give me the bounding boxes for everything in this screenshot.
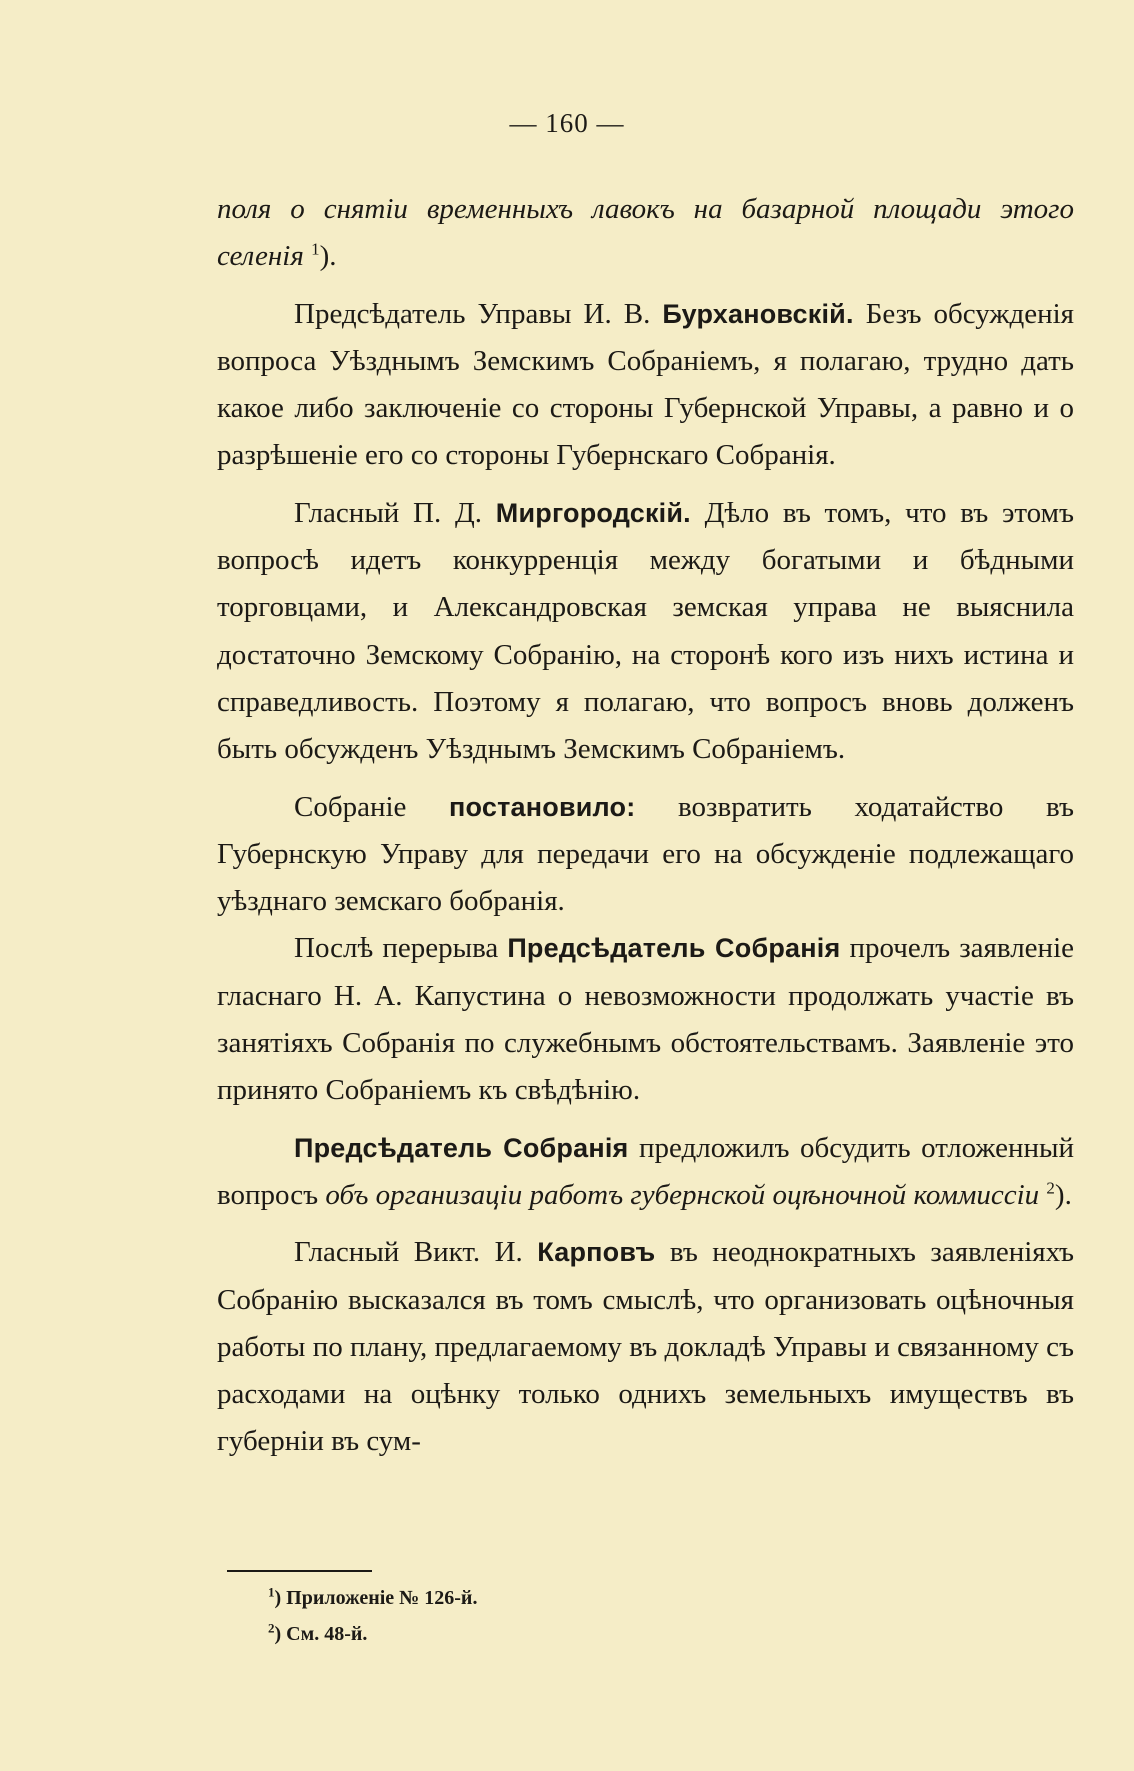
- paragraph-4-lead: Собраніе: [294, 790, 450, 823]
- page-number: — 160 —: [509, 108, 625, 138]
- speaker-title: Предсѣдатель Управы И. В.: [294, 297, 663, 330]
- paragraph-3: [217, 490, 1074, 774]
- footnote-2: [268, 1616, 477, 1652]
- footnote-ref-2: 2: [1046, 1178, 1055, 1198]
- speaker-name: Карповъ: [537, 1237, 656, 1268]
- decision-word: постановило:: [449, 791, 636, 822]
- paragraph-6-text: предложилъ обсудить отложенный вопросъ: [217, 1131, 1074, 1211]
- paragraph-4-text: возвратить ходатайство въ Губернскую Управу для передачи его на обсужденіе подлежащаго уѣзднаго земскаго бобранія.: [217, 790, 1075, 918]
- paragraph-1-tail: ).: [319, 240, 337, 273]
- italic-topic: объ организаціи работъ губернской оцѣночной коммиссіи: [325, 1178, 1040, 1211]
- paragraph-1: [217, 186, 1074, 281]
- paragraph-6-tail: ).: [1054, 1178, 1072, 1211]
- paragraph-2: [217, 291, 1074, 480]
- italic-topic: поля о снятіи временныхъ лавокъ на базарной площади этого селенія: [217, 193, 1074, 273]
- paragraph-3-text: Дѣло въ томъ, что въ этомъ вопросѣ идетъ конкурренція между богатыми и бѣдными торговцами, и Александровская земская управа не выяснила достаточно Земскому Собранію, на сторонѣ кого изъ нихъ истина и справедливость. Поэтому я полагаю, что вопросъ вновь долженъ быть обсужденъ Уѣзднымъ Земскимъ Собраніемъ.: [217, 496, 1074, 766]
- footnote-divider: [227, 1570, 372, 1572]
- paragraph-5: [217, 925, 1074, 1114]
- footnote-mark: 2: [268, 1620, 275, 1636]
- speaker-title: Гласный Викт. И.: [294, 1236, 538, 1269]
- footnote-1: [268, 1580, 477, 1616]
- paragraph-5-lead: Послѣ перерыва: [294, 932, 508, 965]
- paragraph-4: [217, 784, 1074, 926]
- footnote-mark: 1: [268, 1584, 275, 1600]
- paragraph-2-text: Безъ обсужденія вопроса Уѣзднымъ Земскимъ Собраніемъ, я полагаю, трудно дать какое либо заключеніе со стороны Губернской Управы, а равно и о разрѣшеніе его со стороны Губернскаго Собранія.: [217, 297, 1074, 472]
- speaker-name: Предсѣдатель Собранія: [294, 1132, 629, 1163]
- speaker-name: Предсѣдатель Собранія: [507, 933, 841, 964]
- footnotes: [268, 1580, 477, 1652]
- paragraph-5-text: прочелъ заявленіе гласнаго Н. А. Капустина о невозможности продолжать участіе въ занятіяхъ Собранія по служебнымъ обстоятельствамъ. Заявленіе это принято Собраніемъ къ свѣдѣнію.: [217, 932, 1074, 1107]
- speaker-name: Миргородскій.: [495, 497, 691, 528]
- body-text: [217, 186, 1074, 1466]
- footnote-text: ) См. 48-й.: [274, 1623, 368, 1645]
- speaker-title: Гласный П. Д.: [294, 496, 496, 529]
- paragraph-6: [217, 1125, 1074, 1220]
- footnote-ref-1: 1: [311, 239, 320, 259]
- paragraph-7: [217, 1229, 1074, 1465]
- footnote-text: ) Приложеніе № 126-й.: [274, 1587, 478, 1609]
- speaker-name: Бурхановскій.: [662, 298, 854, 329]
- paragraph-7-text: въ неоднократныхъ заявленіяхъ Собранію высказался въ томъ смыслѣ, что организовать оцѣночныя работы по плану, предлагаемому въ докладѣ Управы и связанному съ расходами на оцѣнку только однихъ земельныхъ имуществъ въ губерніи въ сум-: [217, 1236, 1075, 1458]
